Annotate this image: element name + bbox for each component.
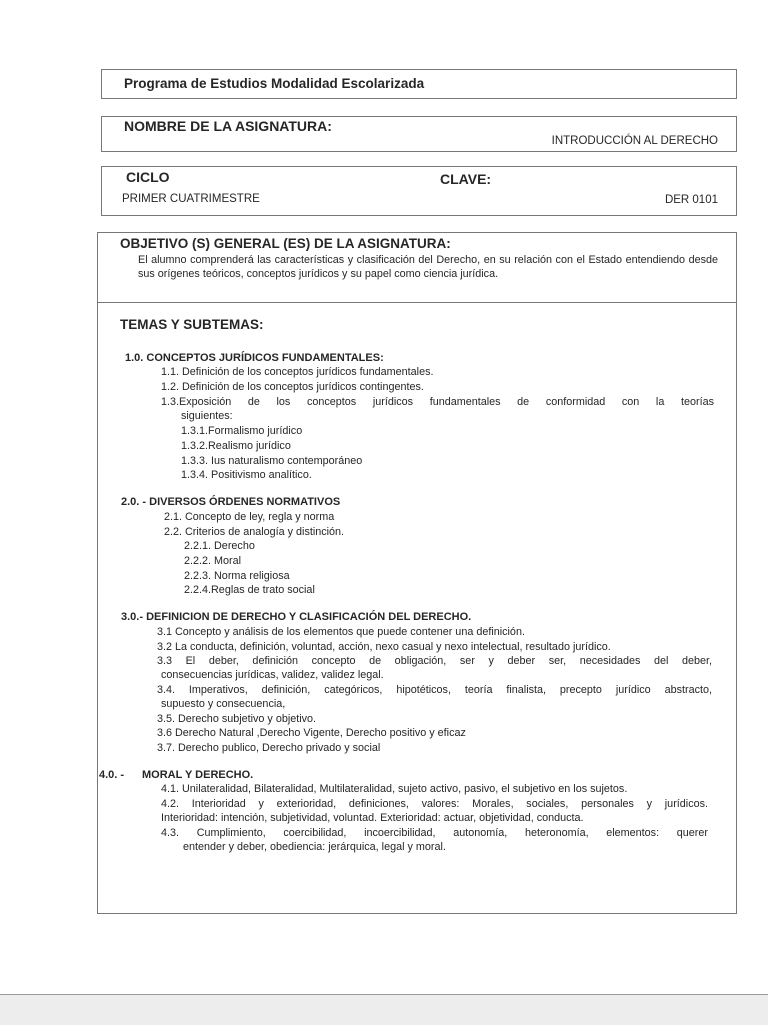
topic-3-5: 3.5. Derecho subjetivo y objetivo. [157, 713, 317, 725]
topic-2-2-2: 2.2.2. Moral [184, 555, 242, 567]
section-1-title: 1.0. CONCEPTOS JURÍDICOS FUNDAMENTALES: [125, 352, 384, 364]
subject-name-value: INTRODUCCIÓN AL DERECHO [551, 135, 718, 147]
topic-4-2: 4.2. Interioridad y exterioridad, definiciones, valores: Morales, sociales, personales y jurídicos. [161, 798, 708, 810]
topic-4-2-cont: Interioridad: intención, subjetividad, voluntad. Exterioridad: actuar, objetividad, conducta. [161, 812, 584, 824]
section-divider [98, 302, 736, 303]
program-title: Programa de Estudios Modalidad Escolarizada [124, 76, 425, 91]
topics-heading: TEMAS Y SUBTEMAS: [120, 317, 264, 332]
subject-name-box [101, 116, 737, 152]
topic-2-2-1: 2.2.1. Derecho [184, 540, 255, 552]
scan-page-edge [0, 994, 768, 1025]
syllabus-box [97, 232, 737, 914]
topic-1-3-4: 1.3.4. Positivismo analítico. [181, 469, 312, 481]
topic-3-7: 3.7. Derecho publico, Derecho privado y social [157, 742, 381, 754]
topic-2-2-4: 2.2.4.Reglas de trato social [184, 584, 315, 596]
key-value: DER 0101 [664, 194, 718, 206]
topic-4-3-cont: entender y deber, obediencia: jerárquica, legal y moral. [183, 841, 446, 853]
topic-2-2: 2.2. Criterios de analogía y distinción. [164, 526, 345, 538]
topic-2-1: 2.1. Concepto de ley, regla y norma [164, 511, 335, 523]
topic-3-4-cont: supuesto y consecuencia, [161, 698, 286, 710]
cycle-key-box [101, 166, 737, 216]
topic-1-2: 1.2. Definición de los conceptos jurídicos contingentes. [161, 381, 424, 393]
topic-3-6: 3.6 Derecho Natural ,Derecho Vigente, Derecho positivo y eficaz [157, 727, 466, 739]
key-label: CLAVE: [440, 171, 492, 187]
topic-1-3-2: 1.3.2.Realismo jurídico [181, 440, 291, 452]
topic-3-3: 3.3 El deber, definición concepto de obligación, ser y deber ser, necesidades del deber, [157, 655, 712, 667]
topic-1-3-cont: siguientes: [181, 410, 233, 422]
objective-heading: OBJETIVO (S) GENERAL (ES) DE LA ASIGNATURA: [120, 236, 451, 251]
section-4-number: 4.0. - [99, 769, 125, 781]
topic-3-2: 3.2 La conducta, definición, voluntad, acción, nexo casual y nexo intelectual, resultado jurídico. [157, 641, 611, 653]
topic-3-1: 3.1 Concepto y análisis de los elementos que puede contener una definición. [157, 626, 525, 638]
program-title-box [101, 69, 737, 99]
topic-1-3: 1.3.Exposición de los conceptos jurídicos fundamentales de conformidad con la teorías [161, 396, 714, 408]
section-3-title: 3.0.- DEFINICION DE DERECHO Y CLASIFICACIÓN DEL DERECHO. [121, 611, 472, 623]
section-4-title: MORAL Y DERECHO. [142, 769, 254, 781]
topic-1-3-3: 1.3.3. Ius naturalismo contemporáneo [181, 455, 363, 467]
topic-1-1: 1.1. Definición de los conceptos jurídicos fundamentales. [161, 366, 434, 378]
topic-3-4: 3.4. Imperativos, definición, categóricos, hipotéticos, teoría finalista, precepto jurídico abstracto, [157, 684, 712, 696]
cycle-value: PRIMER CUATRIMESTRE [122, 193, 260, 205]
topic-4-1: 4.1. Unilateralidad, Bilateralidad, Multilateralidad, sujeto activo, pasivo, el subjetivo en los sujetos. [161, 783, 628, 795]
subject-name-label: NOMBRE DE LA ASIGNATURA: [124, 118, 332, 134]
cycle-label: CICLO [126, 169, 170, 185]
topic-1-3-1: 1.3.1.Formalismo jurídico [181, 425, 303, 437]
topic-4-3: 4.3. Cumplimiento, coercibilidad, incoercibilidad, autonomía, heteronomía, elementos: querer [161, 827, 708, 839]
topic-2-2-3: 2.2.3. Norma religiosa [184, 570, 290, 582]
section-2-title: 2.0. - DIVERSOS ÓRDENES NORMATIVOS [121, 496, 341, 508]
topic-3-3-cont: consecuencias jurídicas, validez, validez legal. [161, 669, 384, 681]
objective-text: El alumno comprenderá las características y clasificación del Derecho, en su relación con el Estado entendiendo desde sus orígenes teóricos, conceptos jurídicos y su papel como ciencia jurídica. [138, 254, 718, 280]
